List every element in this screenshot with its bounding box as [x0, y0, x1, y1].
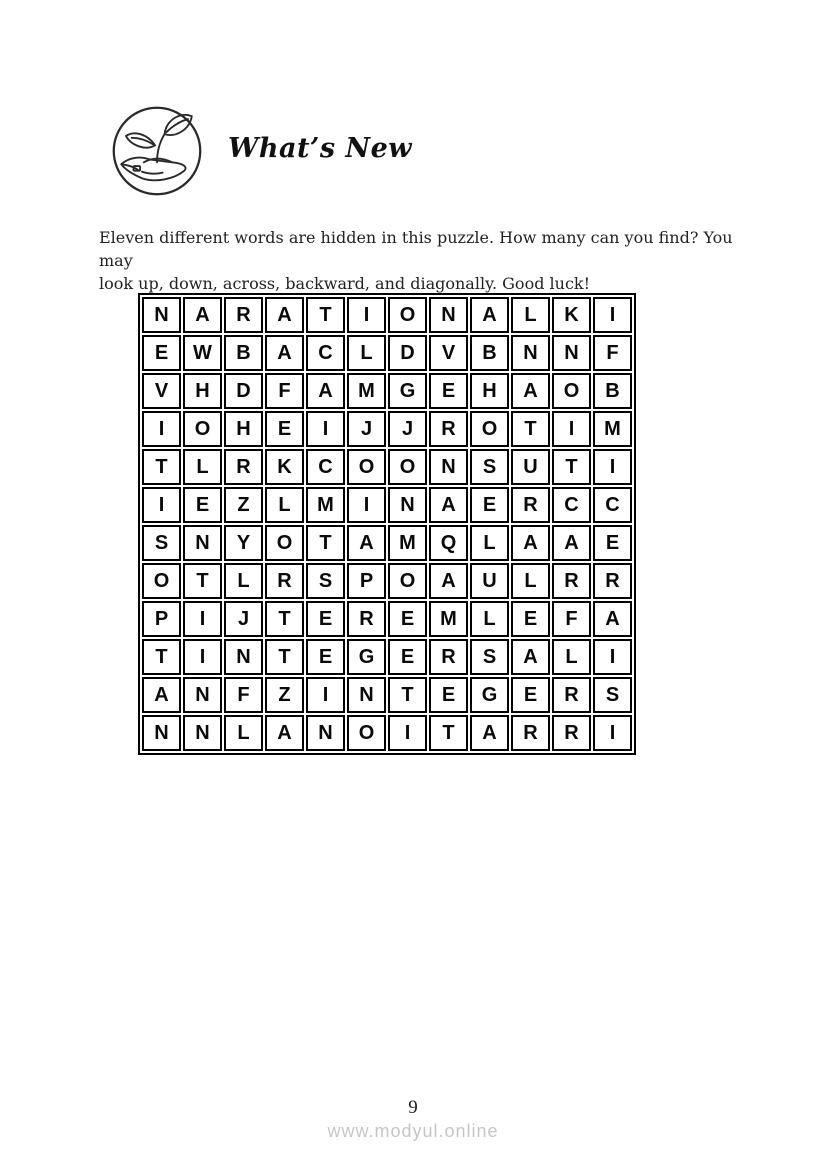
- grid-cell: I: [306, 411, 345, 447]
- grid-cell: N: [142, 297, 181, 333]
- grid-cell: O: [388, 297, 427, 333]
- grid-cell: I: [347, 487, 386, 523]
- grid-cell: V: [429, 335, 468, 371]
- grid-cell: R: [511, 715, 550, 751]
- grid-cell: R: [593, 563, 632, 599]
- grid-cell: F: [593, 335, 632, 371]
- grid-cell: E: [265, 411, 304, 447]
- grid-cell: M: [388, 525, 427, 561]
- grid-cell: U: [470, 563, 509, 599]
- grid-cell: R: [429, 411, 468, 447]
- grid-cell: L: [470, 601, 509, 637]
- grid-cell: A: [552, 525, 591, 561]
- grid-row: [142, 449, 632, 485]
- grid-row: [142, 297, 632, 333]
- grid-cell: P: [347, 563, 386, 599]
- grid-cell: I: [593, 715, 632, 751]
- grid-cell: A: [511, 639, 550, 675]
- grid-cell: G: [347, 639, 386, 675]
- grid-cell: A: [429, 563, 468, 599]
- grid-cell: S: [593, 677, 632, 713]
- grid-row: [142, 335, 632, 371]
- grid-cell: R: [552, 715, 591, 751]
- grid-cell: N: [429, 449, 468, 485]
- grid-cell: H: [224, 411, 263, 447]
- grid-cell: R: [224, 449, 263, 485]
- grid-row: [142, 525, 632, 561]
- grid-cell: T: [552, 449, 591, 485]
- grid-cell: F: [224, 677, 263, 713]
- grid-cell: E: [388, 601, 427, 637]
- grid-cell: Z: [224, 487, 263, 523]
- grid-cell: A: [593, 601, 632, 637]
- grid-cell: N: [429, 297, 468, 333]
- grid-cell: D: [224, 373, 263, 409]
- grid-cell: A: [470, 715, 509, 751]
- grid-cell: M: [429, 601, 468, 637]
- grid-cell: T: [183, 563, 222, 599]
- grid-cell: R: [224, 297, 263, 333]
- grid-cell: A: [306, 373, 345, 409]
- grid-cell: T: [429, 715, 468, 751]
- grid-row: [142, 487, 632, 523]
- grid-cell: O: [265, 525, 304, 561]
- grid-cell: O: [347, 449, 386, 485]
- grid-cell: C: [306, 335, 345, 371]
- grid-cell: N: [552, 335, 591, 371]
- grid-cell: E: [306, 601, 345, 637]
- grid-cell: R: [265, 563, 304, 599]
- grid-cell: E: [388, 639, 427, 675]
- grid-cell: D: [388, 335, 427, 371]
- grid-cell: L: [183, 449, 222, 485]
- grid-cell: O: [347, 715, 386, 751]
- grid-cell: I: [306, 677, 345, 713]
- grid-cell: I: [347, 297, 386, 333]
- grid-cell: S: [306, 563, 345, 599]
- grid-cell: R: [552, 677, 591, 713]
- grid-cell: N: [142, 715, 181, 751]
- grid-row: [142, 373, 632, 409]
- grid-cell: A: [265, 297, 304, 333]
- grid-cell: S: [470, 449, 509, 485]
- grid-cell: A: [265, 715, 304, 751]
- grid-cell: L: [347, 335, 386, 371]
- grid-cell: T: [511, 411, 550, 447]
- instructions-line1: Eleven different words are hidden in this puzzle. How many can you find? You may: [99, 228, 733, 270]
- grid-cell: N: [347, 677, 386, 713]
- grid-cell: J: [347, 411, 386, 447]
- grid-cell: E: [511, 677, 550, 713]
- grid-cell: I: [142, 487, 181, 523]
- grid-cell: O: [183, 411, 222, 447]
- grid-cell: O: [388, 563, 427, 599]
- grid-cell: T: [265, 601, 304, 637]
- grid-cell: E: [429, 677, 468, 713]
- grid-cell: N: [224, 639, 263, 675]
- grid-cell: E: [593, 525, 632, 561]
- grid-cell: T: [388, 677, 427, 713]
- grid-cell: B: [224, 335, 263, 371]
- grid-cell: A: [470, 297, 509, 333]
- grid-cell: M: [306, 487, 345, 523]
- grid-cell: L: [224, 715, 263, 751]
- grid-cell: H: [183, 373, 222, 409]
- grid-row: [142, 563, 632, 599]
- grid-cell: A: [142, 677, 181, 713]
- grid-cell: G: [470, 677, 509, 713]
- grid-cell: E: [470, 487, 509, 523]
- grid-row: [142, 639, 632, 675]
- grid-cell: H: [470, 373, 509, 409]
- grid-cell: S: [470, 639, 509, 675]
- grid-cell: I: [593, 297, 632, 333]
- grid-cell: J: [388, 411, 427, 447]
- grid-cell: K: [552, 297, 591, 333]
- grid-cell: T: [306, 525, 345, 561]
- word-search-grid: [138, 293, 636, 755]
- grid-cell: I: [593, 449, 632, 485]
- grid-cell: L: [552, 639, 591, 675]
- grid-cell: A: [347, 525, 386, 561]
- grid-cell: F: [265, 373, 304, 409]
- grid-cell: S: [142, 525, 181, 561]
- grid-cell: E: [142, 335, 181, 371]
- grid-cell: I: [593, 639, 632, 675]
- grid-cell: A: [511, 525, 550, 561]
- grid-cell: I: [183, 601, 222, 637]
- grid-cell: V: [142, 373, 181, 409]
- watermark: www.modyul.online: [327, 1121, 499, 1141]
- grid-cell: Y: [224, 525, 263, 561]
- grid-cell: R: [347, 601, 386, 637]
- grid-cell: O: [470, 411, 509, 447]
- grid-cell: C: [593, 487, 632, 523]
- grid-cell: Z: [265, 677, 304, 713]
- grid-cell: N: [183, 525, 222, 561]
- grid-cell: O: [142, 563, 181, 599]
- grid-cell: J: [224, 601, 263, 637]
- grid-cell: N: [388, 487, 427, 523]
- grid-cell: E: [511, 601, 550, 637]
- word-search-grid-body: [142, 297, 632, 751]
- grid-cell: C: [552, 487, 591, 523]
- grid-cell: E: [429, 373, 468, 409]
- grid-row: [142, 411, 632, 447]
- seedling-in-hand-icon: [110, 104, 204, 198]
- grid-cell: A: [511, 373, 550, 409]
- grid-cell: I: [183, 639, 222, 675]
- grid-cell: L: [224, 563, 263, 599]
- grid-row: [142, 677, 632, 713]
- grid-cell: R: [511, 487, 550, 523]
- instructions-line2: look up, down, across, backward, and diagonally. Good luck!: [99, 274, 591, 293]
- grid-cell: M: [347, 373, 386, 409]
- grid-cell: E: [306, 639, 345, 675]
- grid-cell: I: [388, 715, 427, 751]
- grid-cell: C: [306, 449, 345, 485]
- grid-cell: E: [183, 487, 222, 523]
- grid-cell: Q: [429, 525, 468, 561]
- grid-cell: R: [552, 563, 591, 599]
- grid-cell: I: [552, 411, 591, 447]
- grid-cell: K: [265, 449, 304, 485]
- instructions-text: [99, 226, 747, 295]
- grid-row: [142, 715, 632, 751]
- grid-cell: I: [142, 411, 181, 447]
- section-title: What’s New: [228, 133, 413, 164]
- grid-cell: N: [511, 335, 550, 371]
- grid-cell: T: [142, 639, 181, 675]
- grid-cell: B: [470, 335, 509, 371]
- grid-cell: P: [142, 601, 181, 637]
- grid-cell: N: [183, 677, 222, 713]
- grid-cell: L: [470, 525, 509, 561]
- grid-cell: B: [593, 373, 632, 409]
- grid-cell: O: [388, 449, 427, 485]
- grid-row: [142, 601, 632, 637]
- grid-cell: N: [183, 715, 222, 751]
- grid-cell: L: [511, 297, 550, 333]
- grid-cell: M: [593, 411, 632, 447]
- grid-cell: L: [511, 563, 550, 599]
- grid-cell: G: [388, 373, 427, 409]
- grid-cell: T: [142, 449, 181, 485]
- grid-cell: L: [265, 487, 304, 523]
- page-number: 9: [408, 1097, 418, 1118]
- grid-cell: A: [265, 335, 304, 371]
- grid-cell: F: [552, 601, 591, 637]
- grid-cell: T: [306, 297, 345, 333]
- grid-cell: R: [429, 639, 468, 675]
- grid-cell: U: [511, 449, 550, 485]
- grid-cell: T: [265, 639, 304, 675]
- grid-cell: A: [429, 487, 468, 523]
- grid-cell: O: [552, 373, 591, 409]
- grid-cell: A: [183, 297, 222, 333]
- grid-cell: N: [306, 715, 345, 751]
- grid-cell: W: [183, 335, 222, 371]
